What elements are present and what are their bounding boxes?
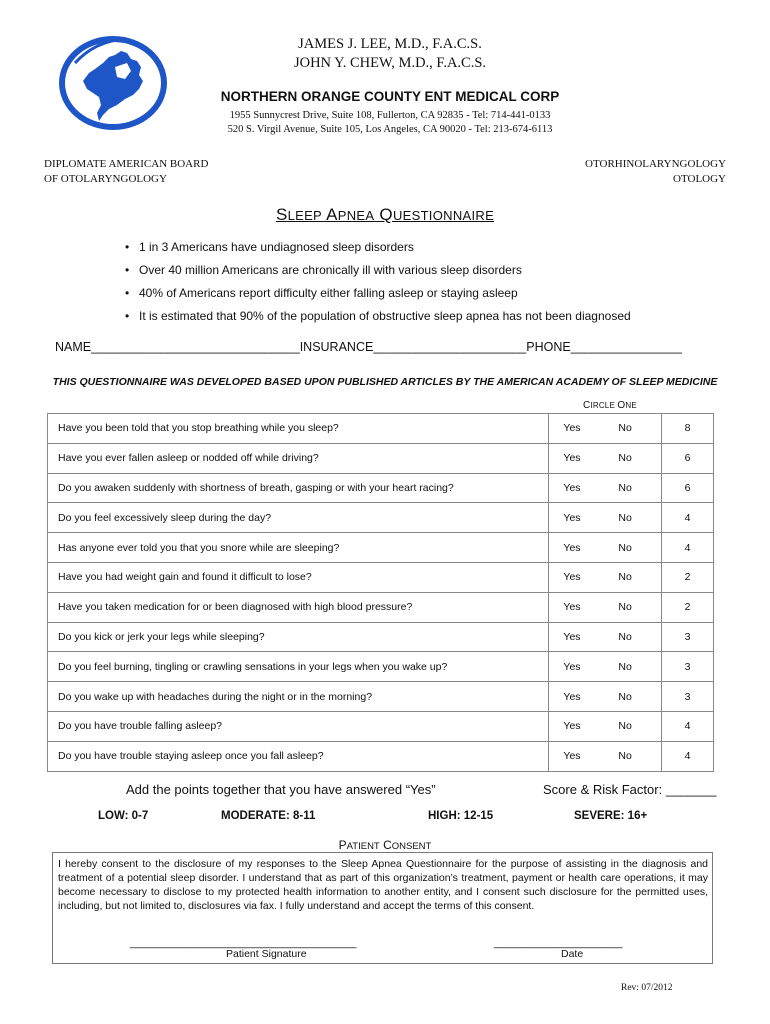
yes-option[interactable]: Yes xyxy=(563,541,581,554)
yes-option[interactable]: Yes xyxy=(563,571,581,584)
doctor-name-1: JAMES J. LEE, M.D., F.A.C.S. xyxy=(298,36,482,52)
name-label: NAME xyxy=(55,340,92,354)
date-label: Date xyxy=(561,948,584,960)
question-points: 8 xyxy=(661,414,713,444)
yes-no-cell xyxy=(549,414,662,444)
signature-line[interactable]: _____________________________________ xyxy=(130,937,357,949)
yes-no-cell xyxy=(549,533,662,563)
no-option[interactable]: No xyxy=(618,750,632,763)
no-option[interactable]: No xyxy=(618,601,632,614)
insurance-label: INSURANCE xyxy=(299,340,374,354)
questions-table xyxy=(47,413,714,772)
no-option[interactable]: No xyxy=(618,720,632,733)
address-fullerton: 1955 Sunnycrest Drive, Suite 108, Fullerton, CA 92835 - Tel: 714-441-0133 xyxy=(229,110,551,121)
table-row xyxy=(48,711,714,741)
question-text: Do you have trouble falling asleep? xyxy=(48,711,549,741)
no-option[interactable]: No xyxy=(618,481,632,494)
question-points: 2 xyxy=(661,562,713,592)
yes-no-cell xyxy=(549,682,662,712)
question-points: 4 xyxy=(661,711,713,741)
risk-low: LOW: 0-7 xyxy=(98,810,149,822)
specialty-line-1: OTORHINOLARYNGOLOGY xyxy=(585,158,726,170)
score-label: Score & Risk Factor: xyxy=(543,782,663,797)
table-row xyxy=(48,414,714,444)
patient-fields xyxy=(55,340,682,354)
yes-no-cell xyxy=(549,592,662,622)
signature-label: Patient Signature xyxy=(226,948,307,960)
risk-severe: SEVERE: 16+ xyxy=(574,810,648,822)
question-points: 4 xyxy=(661,741,713,771)
table-row xyxy=(48,741,714,771)
table-row xyxy=(48,652,714,682)
questionnaire-title: SLEEP APNEA QUESTIONNAIRE xyxy=(275,205,495,224)
consent-text: I hereby consent to the disclosure of my responses to the Sleep Apnea Questionnaire for the purpose of assisting in the diagnosis and treatment of a potential sleep disorder. I understand that as part of this organization’s treatment, payment or health care operations, it may become necessary to disclose to my protected health information to another entity, and I consent such disclosure for the permitted uses, including, but not limited to, disclosures via fax. I fully understand and accept the terms of this consent. xyxy=(58,858,708,912)
table-row xyxy=(48,622,714,652)
no-option[interactable]: No xyxy=(618,630,632,643)
board-line-1: DIPLOMATE AMERICAN BOARD xyxy=(44,158,209,170)
question-points: 4 xyxy=(661,503,713,533)
table-row xyxy=(48,592,714,622)
question-points: 3 xyxy=(661,622,713,652)
yes-no-cell xyxy=(549,741,662,771)
question-text: Have you been told that you stop breathing while you sleep? xyxy=(48,414,549,444)
yes-no-cell xyxy=(549,711,662,741)
doctor-name-2: JOHN Y. CHEW, M.D., F.A.C.S. xyxy=(293,55,487,71)
question-text: Do you feel excessively sleep during the day? xyxy=(48,503,549,533)
list-item: • 40% of Americans report difficulty either falling asleep or staying asleep xyxy=(125,286,518,300)
yes-option[interactable]: Yes xyxy=(563,601,581,614)
risk-moderate: MODERATE: 8-11 xyxy=(221,810,316,822)
name-field[interactable]: ______________________________ xyxy=(91,340,300,354)
add-points-instruction: Add the points together that you have answered “Yes” xyxy=(126,782,436,797)
circle-one-label: CIRCLE ONE xyxy=(583,400,637,411)
question-text: Do you have trouble staying asleep once you fall asleep? xyxy=(48,741,549,771)
yes-option[interactable]: Yes xyxy=(563,750,581,763)
yes-option[interactable]: Yes xyxy=(563,481,581,494)
no-option[interactable]: No xyxy=(618,690,632,703)
no-option[interactable]: No xyxy=(618,541,632,554)
specialty-line-2: OTOLOGY xyxy=(673,173,726,185)
corp-name: NORTHERN ORANGE COUNTY ENT MEDICAL CORP xyxy=(220,89,560,104)
yes-option[interactable]: Yes xyxy=(563,452,581,465)
question-text: Have you taken medication for or been diagnosed with high blood pressure? xyxy=(48,592,549,622)
risk-high: HIGH: 12-15 xyxy=(428,810,494,822)
list-item: • It is estimated that 90% of the population of obstructive sleep apnea has not been diagnosed xyxy=(125,309,631,323)
board-certification xyxy=(44,157,208,187)
table-row xyxy=(48,533,714,563)
question-text: Have you had weight gain and found it difficult to lose? xyxy=(48,562,549,592)
list-item: • Over 40 million Americans are chronically ill with various sleep disorders xyxy=(125,263,522,277)
yes-no-cell xyxy=(549,503,662,533)
phone-field[interactable]: ________________ xyxy=(570,340,682,354)
table-row xyxy=(48,443,714,473)
no-option[interactable]: No xyxy=(618,422,632,435)
yes-no-cell xyxy=(549,473,662,503)
yes-option[interactable]: Yes xyxy=(563,511,581,524)
specialties xyxy=(585,157,726,187)
table-row xyxy=(48,503,714,533)
question-points: 4 xyxy=(661,533,713,563)
no-option[interactable]: No xyxy=(618,571,632,584)
question-points: 3 xyxy=(661,682,713,712)
board-line-2: OF OTOLARYNGOLOGY xyxy=(44,173,167,185)
score-input[interactable]: _______ xyxy=(665,782,717,797)
consent-title: PATIENT CONSENT xyxy=(338,838,432,852)
revision-date: Rev: 07/2012 xyxy=(621,983,673,993)
developed-note: THIS QUESTIONNAIRE WAS DEVELOPED BASED UPON PUBLISHED ARTICLES BY THE AMERICAN ACADEMY OF SLEEP MEDICINE xyxy=(52,376,718,388)
list-item: • 1 in 3 Americans have undiagnosed sleep disorders xyxy=(125,240,414,254)
question-text: Do you wake up with headaches during the night or in the morning? xyxy=(48,682,549,712)
question-text: Do you awaken suddenly with shortness of breath, gasping or with your heart racing? xyxy=(48,473,549,503)
no-option[interactable]: No xyxy=(618,660,632,673)
insurance-field[interactable]: ______________________ xyxy=(373,340,527,354)
question-text: Do you kick or jerk your legs while sleeping? xyxy=(48,622,549,652)
yes-option[interactable]: Yes xyxy=(563,422,581,435)
table-row xyxy=(48,473,714,503)
question-text: Have you ever fallen asleep or nodded off while driving? xyxy=(48,443,549,473)
question-points: 2 xyxy=(661,592,713,622)
address-los-angeles: 520 S. Virgil Avenue, Suite 105, Los Angeles, CA 90020 - Tel: 213-674-6113 xyxy=(227,124,553,135)
yes-option[interactable]: Yes xyxy=(563,690,581,703)
question-text: Has anyone ever told you that you snore while are sleeping? xyxy=(48,533,549,563)
yes-option[interactable]: Yes xyxy=(563,660,581,673)
no-option[interactable]: No xyxy=(618,452,632,465)
facts-list xyxy=(125,236,631,328)
yes-no-cell xyxy=(549,622,662,652)
yes-option[interactable]: Yes xyxy=(563,630,581,643)
question-points: 6 xyxy=(661,443,713,473)
question-text: Do you feel burning, tingling or crawling sensations in your legs when you wake up? xyxy=(48,652,549,682)
yes-no-cell xyxy=(549,443,662,473)
question-points: 3 xyxy=(661,652,713,682)
yes-no-cell xyxy=(549,562,662,592)
table-row xyxy=(48,562,714,592)
question-points: 6 xyxy=(661,473,713,503)
yes-no-cell xyxy=(549,652,662,682)
score-field xyxy=(543,782,716,797)
phone-label: PHONE xyxy=(526,340,571,354)
table-row xyxy=(48,682,714,712)
date-line[interactable]: _____________________ xyxy=(494,937,623,949)
yes-option[interactable]: Yes xyxy=(563,720,581,733)
no-option[interactable]: No xyxy=(618,511,632,524)
